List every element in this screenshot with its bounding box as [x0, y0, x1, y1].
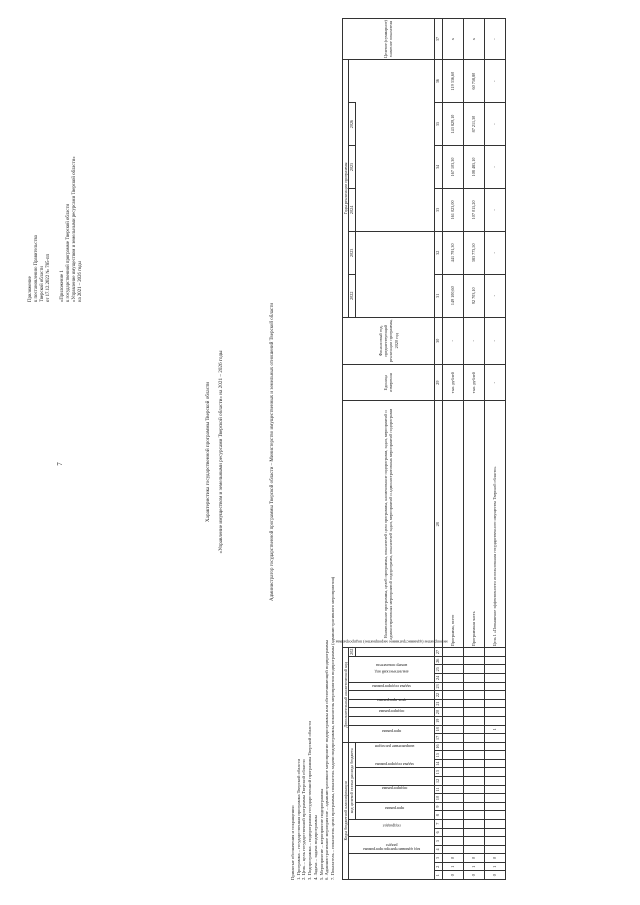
col-measure: мероприятие (административное мероприятие) подпрограммы: [349, 691, 434, 700]
header-line: от 17.12.2022 № 785-пп: [45, 253, 51, 302]
document-title: [205, 12, 224, 892]
year-2023: 2023: [349, 231, 355, 274]
col-subsection: подраздел: [349, 819, 434, 836]
col-fin-year: Финансовый год, предшествующий реализации программы, 2020 год: [343, 317, 435, 364]
col-subprogram: подпрограмма: [349, 716, 434, 725]
table-row: 0 1 0 Программная часть тыс. рублей - 92 703,10 383 773,50 107 015,20 108 485,10 87 211,30 60 758,80 x: [463, 19, 484, 880]
col-analytic: аналитический код: [349, 682, 434, 691]
table-row: 0 1 0 Программа, всего тыс. рублей - 149 100,60 441 791,30 161 023,00 167 103,30 143 829,10 119 336,60 x: [442, 19, 463, 880]
col-admin-code: код администратора программы: [349, 854, 434, 880]
page-number: 7: [55, 462, 64, 466]
col-name: Наименование программы, целей программы, показателей цели программы, наименование подпрограмм, задач, мероприятий и административных мероприятий подпрограмм, показателей задач, мероприятий и административных мероприятий подпрограмм: [343, 401, 435, 648]
title-line: «Управление имуществом и земельными ресурсами Тверской области» на 2021 – 2026 годы: [217, 350, 224, 554]
column-numbers-row: 1 2 3 4 5 6 7 8 9 10 11 12 13 14 15 16 17 18 19 20 21 22 23 24 25 26 27 28 29 30 31 32 33 34 35 36 37: [434, 19, 442, 880]
header-line: на 2021 – 2026 годы: [77, 261, 83, 302]
note-line: 7. Показатель – показатель цели программы, показатель задачи подпрограммы, показатель мероприятия подпрограммы (административного мероприятия): [330, 576, 336, 880]
col-section: раздел: [349, 837, 434, 854]
header-line: к государственной программе Тверской области: [65, 203, 71, 302]
note-line: 6. Административное мероприятие – административное мероприятие подпрограммы или обеспечивающей подпрограммы: [324, 639, 330, 880]
group-additional-codes: Дополнительный аналитический код: [343, 648, 349, 742]
note-line: 2. Цель – цель государственной программы Тверской области: [301, 759, 307, 880]
year-2026: 2026: [349, 103, 355, 146]
col-years-group: Годы реализации программы: [343, 60, 349, 318]
header-line: «Управление имуществом и земельными ресурсами Тверской области»: [71, 156, 77, 302]
year-2024: 2024: [349, 188, 355, 231]
group-budget-codes: Коды бюджетной классификации: [343, 742, 349, 879]
note-line: 1. Программа – государственная программа Тверской области: [295, 758, 301, 880]
col-program-code: программа: [355, 802, 434, 819]
col-subprogram-code: подпрограмма: [355, 785, 434, 802]
header-block: [28, 12, 84, 302]
header-line: Приложение: [28, 276, 33, 302]
col-indicator-no: номер показателя: [349, 656, 434, 682]
note-line: 5. Мероприятие – мероприятие подпрограммы: [318, 788, 324, 880]
table-row: 0 1 0 1 Цель 1 «Повышение эффективности использования государственного имущества Тверской области» - - - - - - - - -: [484, 19, 505, 880]
col-target: Целевое (суммарное) значение показателя: [343, 19, 435, 60]
notes-block: [290, 500, 336, 880]
col-program: программа: [349, 725, 434, 742]
rotated-content: [20, 12, 620, 892]
year-2022: 2022: [349, 274, 355, 317]
characteristics-table: [335, 18, 506, 880]
header-line: Тверской области: [39, 266, 45, 302]
year-2025: 2025: [349, 145, 355, 188]
note-line: 3. Подпрограмма – подпрограмма государственной программы Тверской области: [307, 721, 313, 880]
col-goal: цель программы: [349, 708, 434, 717]
col-unit: Единица измерения: [343, 364, 435, 400]
header-line: к постановлению Правительства: [33, 235, 39, 302]
col-task: задача подпрограммы: [349, 699, 434, 708]
note-line: 4. Задача – задача подпрограммы: [312, 815, 318, 880]
col-expense-direction: направление расходов: [355, 742, 434, 768]
header-line: «Приложение 1: [59, 270, 65, 302]
year-2021: 2021: [349, 646, 355, 655]
administrator-line: Администратор государственной программы Тверской области – Министерство имущественных и земельных отношений Тверской области: [270, 302, 275, 602]
note-line: Принятые обозначения и сокращения:: [290, 805, 295, 880]
col-target-article: код целевой статьи расхода бюджета: [349, 742, 355, 819]
col-task-code: задача подпрограммы: [355, 768, 434, 785]
title-line: Характеристика государственной программы Тверской области: [205, 381, 211, 523]
